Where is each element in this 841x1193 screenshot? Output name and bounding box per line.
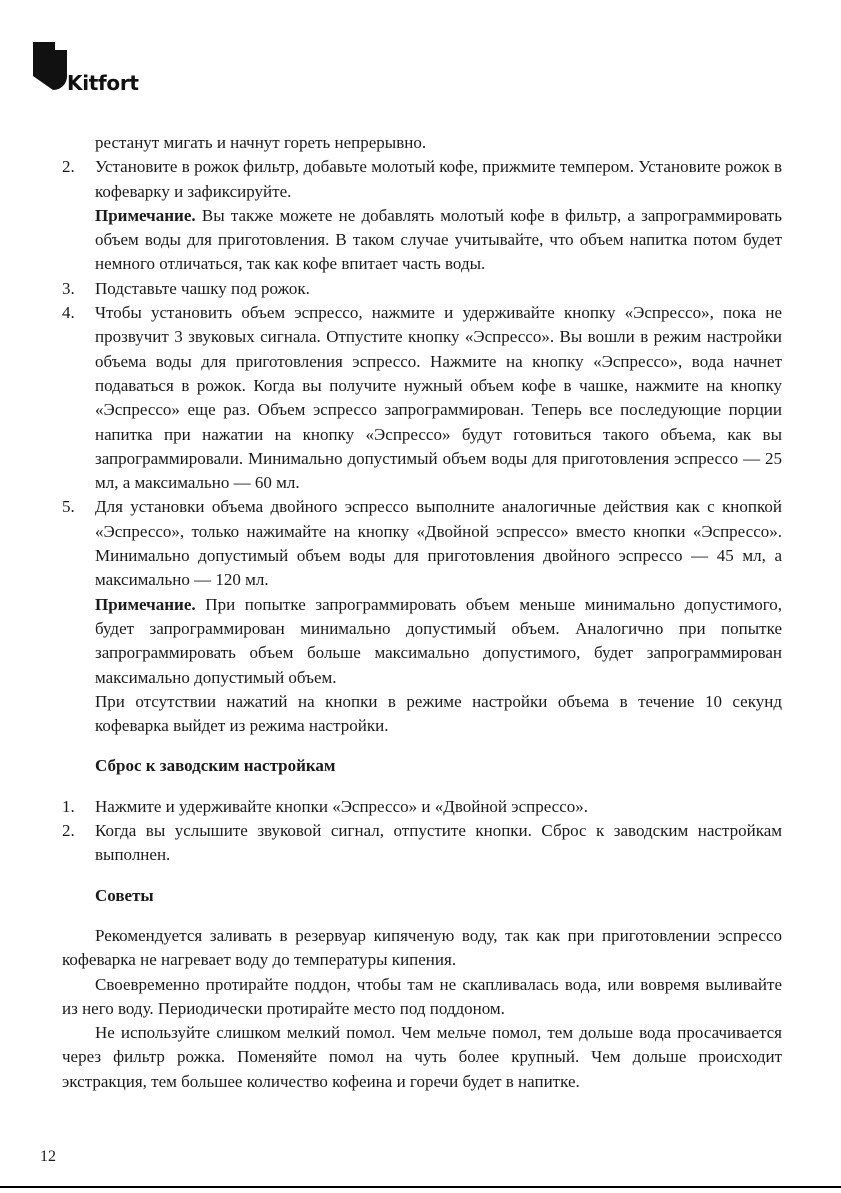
step-number: 5. (62, 497, 75, 517)
page-number: 12 (40, 1148, 56, 1165)
tip-paragraph: Не используйте слишком мелкий помол. Чем мельче помол, тем дольше вода просачивается через фильтр рожка. Поменяйте помол на чуть более крупный. Чем дольше происходит экстракция, тем большее количество кофеина и горечи будет в напитке. (62, 1023, 782, 1091)
reset-heading: Сброс к заводским настройкам (95, 756, 336, 776)
step-note (95, 204, 782, 277)
step-5 (62, 495, 782, 738)
tips-heading: Советы (95, 885, 154, 905)
step-text: Установите в рожок фильтр, добавьте молотый кофе, прижмите темпером. Установите рожок в кофеварку и зафиксируйте. (95, 157, 782, 201)
kitfort-logo (33, 42, 153, 98)
note-label: Примечание. (95, 205, 196, 225)
step-text: Для установки объема двойного эспрессо выполните аналогичные действия как с кнопкой «Эспрессо», только нажимайте на кнопку «Двойной эспрессо» вместо кнопки «Эспрессо». Минимально допустимый объем воды для приготовления двойного эспрессо — 45 мл, а максимально — 120 мл. (95, 497, 782, 590)
step-text: Когда вы услышите звуковой сигнал, отпустите кнопки. Сброс к заводским настройкам выполнен. (95, 821, 782, 865)
step-4 (62, 301, 782, 495)
step-number: 2. (62, 821, 75, 841)
step-2 (62, 155, 782, 276)
tip-paragraph: Своевременно протирайте поддон, чтобы там не скапливалась вода, или вовремя выливайте из него воду. Периодически протирайте место под поддоном. (62, 974, 782, 1018)
step-number: 3. (62, 278, 75, 298)
page-content (62, 131, 782, 1094)
note-label: Примечание. (95, 594, 196, 614)
note-text: При попытке запрограммировать объем меньше минимально допустимого, будет запрограммирован минимально допустимый объем. Аналогично при попытке запрограммировать объем больше максимально допустимого, будет запрограммирован максимально допустимый объем. (95, 594, 782, 687)
tip-paragraph: Рекомендуется заливать в резервуар кипяченую воду, так как при приготовлении эспрессо кофеварка не нагревает воду до температуры кипения. (62, 925, 782, 970)
step-number: 4. (62, 303, 75, 323)
step-number: 1. (62, 796, 75, 816)
step-extra: При отсутствии нажатий на кнопки в режиме настройки объема в течение 10 секунд кофеварка выйдет из режима настройки. (95, 691, 782, 736)
step-number: 2. (62, 157, 75, 177)
reset-step-1 (62, 795, 782, 819)
reset-step-2 (62, 819, 782, 868)
step-3 (62, 277, 782, 301)
brand-name: Kitfort (67, 71, 139, 95)
kitfort-logo-icon (33, 42, 67, 90)
step-text: Подставьте чашку под рожок. (95, 278, 310, 298)
step-text: Нажмите и удерживайте кнопки «Эспрессо» и «Двойной эспрессо». (95, 796, 589, 816)
step-note (95, 593, 782, 690)
bottom-rule (0, 1186, 841, 1188)
step-1-continuation: рестанут мигать и начнут гореть непрерывно. (95, 133, 427, 152)
step-text: Чтобы установить объем эспрессо, нажмите и удерживайте кнопку «Эспрессо», пока не прозвучит 3 звуковых сигнала. Отпустите кнопку «Эспрессо». Вы вошли в режим настройки объема воды для приготовления эспрессо. Нажмите на кнопку «Эспрессо», вода начнет подаваться в рожок. Когда вы получите нужный объем кофе в чашке, нажмите на кнопку «Эспрессо» еще раз. Объем эспрессо запрограммирован. Теперь все последующие порции напитка при нажатии на кнопку «Эспрессо» будут готовиться такого объема, как вы запрограммировали. Минимально допустимый объем воды для приготовления эспрессо — 25 мл, а максимально — 60 мл. (95, 303, 782, 493)
note-text: Вы также можете не добавлять молотый кофе в фильтр, а запрограммировать объем воды для приготовления. В таком случае учитывайте, что объем напитка потом будет немного отличаться, так как кофе впитает часть воды. (95, 205, 782, 274)
